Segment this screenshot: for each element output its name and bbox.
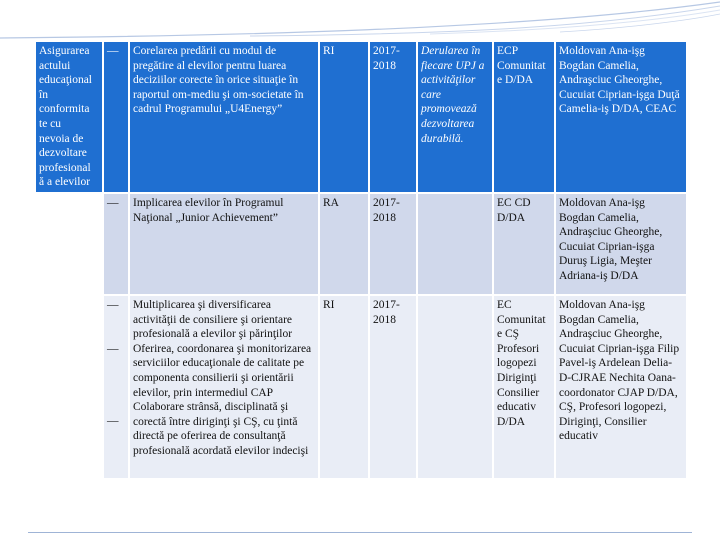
partners-cell: EC CD D/DA: [494, 194, 554, 294]
code-cell: RA: [320, 194, 368, 294]
footer-divider: [28, 532, 692, 533]
responsible-cell: Moldovan Ana-işg Bogdan Camelia, Andraşciuc Gheorghe, Cucuiat Ciprian-işga Duruş Ligia, Meşter Adriana-iş D/DA: [556, 194, 686, 294]
dash-cell: [104, 296, 128, 478]
activity-cell: [130, 296, 318, 478]
area-cell: [36, 42, 102, 192]
empty-cell: [36, 194, 102, 294]
area-line: în: [39, 88, 48, 101]
period-cell: 2017-2018: [370, 42, 416, 192]
list-dash: —: [107, 45, 119, 57]
list-dash: —: [107, 298, 119, 311]
activity-item: Multiplicarea şi diversificarea activităţii de consiliere şi orientare profesională a elevilor şi părinţilor: [133, 298, 293, 341]
dash-cell: [104, 194, 128, 294]
code-cell: RI: [320, 296, 368, 478]
area-line: actului: [39, 59, 71, 72]
activity-cell: Corelarea predării cu modul de pregătire al elevilor pentru luarea deciziilor corecte în orice situaţie în raportul om-mediu şi om-societate în cadrul Programului „U4Energy”: [130, 42, 318, 192]
responsible-cell: Moldovan Ana-işg Bogdan Camelia, Andraşciuc Gheorghe, Cucuiat Ciprian-işga Duţă Camelia-iş D/DA, CEAC: [556, 42, 686, 192]
code-cell: RI: [320, 42, 368, 192]
area-line: Asigurarea: [39, 45, 90, 57]
area-line: conformita: [39, 103, 90, 116]
table-row: [36, 42, 686, 192]
period-cell: 2017-2018: [370, 296, 416, 478]
header-swoosh-decoration: [0, 0, 720, 40]
list-dash: —: [107, 196, 119, 209]
empty-cell: [36, 296, 102, 478]
area-line: dezvoltare: [39, 147, 87, 160]
activity-cell: Implicarea elevilor în Programul Naţional „Junior Achievement”: [130, 194, 318, 294]
list-dash: —: [107, 342, 119, 355]
responsible-cell: Moldovan Ana-işg Bogdan Camelia, Andraşciuc Gheorghe, Cucuiat Ciprian-işga Filip Pavel-iş Ardelean Delia-D-CJRAE Nechita Oana-coordonator CJAP D/DA, CŞ, Profesori logopezi, Diriginţi, Consilier educativ: [556, 296, 686, 478]
area-line: te cu: [39, 117, 62, 130]
indicator-cell: [418, 194, 492, 294]
table-row: [36, 194, 686, 294]
action-plan-table: [34, 40, 688, 480]
dash-cell: [104, 42, 128, 192]
area-line: ă a elevilor: [39, 176, 91, 189]
table-row: [36, 296, 686, 478]
partners-cell: ECP Comunitat e D/DA: [494, 42, 554, 192]
indicator-cell: Derularea în fiecare UPJ a activităţilor care promovează dezvoltarea durabilă.: [418, 42, 492, 192]
indicator-cell: [418, 296, 492, 478]
period-cell: 2017-2018: [370, 194, 416, 294]
activity-item: Colaborare strânsă, disciplinată şi corectă între diriginţi şi CŞ, cu ţintă directă pe oferirea de consultanţă profesională acordată elevilor indecişi: [133, 401, 309, 457]
activity-item: Oferirea, coordonarea şi monitorizarea serviciilor educaţionale de calitate pe componenta consilierii şi orientării elevilor, prin intermediul CAP: [133, 342, 312, 399]
area-line: nevoia de: [39, 132, 84, 145]
list-dash: —: [107, 414, 119, 427]
partners-cell: EC Comunitat e CŞ Profesori logopezi Diriginţi Consilier educativ D/DA: [494, 296, 554, 478]
area-line: educaţional: [39, 74, 93, 87]
area-line: profesional: [39, 161, 91, 174]
